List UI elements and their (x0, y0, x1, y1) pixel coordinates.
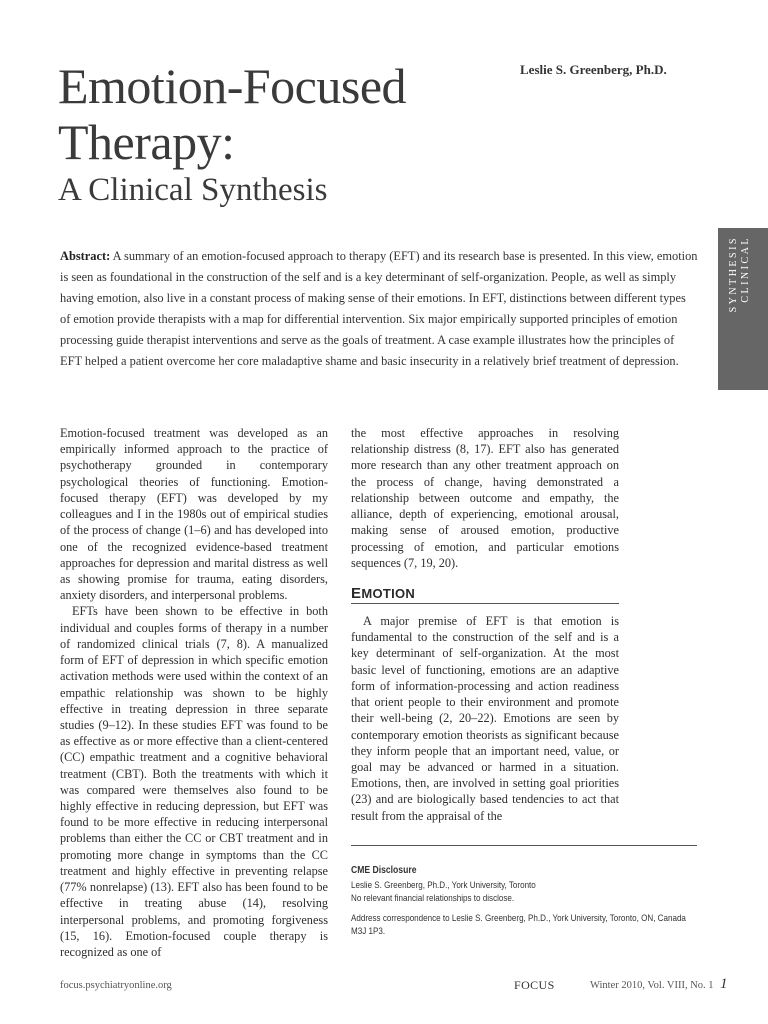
page-number: 1 (720, 976, 728, 992)
article-title-line-2: Therapy: (58, 114, 235, 170)
section-heading-rest: MOTION (361, 586, 416, 601)
article-subtitle: A Clinical Synthesis (58, 172, 328, 208)
cme-heading: CME Disclosure (351, 865, 417, 876)
article-title-line-1: Emotion-Focused (58, 58, 407, 114)
body-paragraph: Emotion-focused treatment was developed as an empirically informed approach to the practice of psychotherapy grounded in contemporary psychological theories of functioning. Emotion-focused therapy (EFT) was developed by my colleagues and I in the 1980s out of empirical studies of the process of change (1–6) and has developed into one of the recognized evidence-based treatment approaches for depression and marital distress as well as showing promise for trauma, eating disorders, anxiety disorders, and interpersonal problems. (60, 426, 328, 603)
footer-issue: Winter 2010, Vol. VIII, No. 1 (590, 980, 714, 991)
body-paragraph: EFTs have been shown to be effective in both individual and couples forms of therapy in a number of randomized clinical trials (7, 8). A manualized form of EFT of depression in which specific emotion activation methods were used within the context of an empathic relationship was shown to be highly effective in treating depression in three separate studies (9–12). In these studies EFT was found to be as effective as or more effective than a client-centered (CC) empathic treatment and a cognitive behavioral treatment (CBT). Both the treatments with which it was compared were themselves also found to be highly effective in reducing depression, but EFT was found to be more effective in reducing interpersonal problems than either the CC or CBT treatment and in promoting more change in symptoms than the CC treatment and highly effective in preventing relapse (77% nonrelapse) (13). EFT also has been found to be effective in treating abuse (14), resolving interpersonal problems, and promoting forgiveness (15, 16). Emotion-focused couple therapy is recognized as one of (60, 604, 328, 959)
body-column-right-top (351, 425, 619, 571)
footer-journal: FOCUS (514, 978, 555, 992)
body-paragraph: A major premise of EFT is that emotion is fundamental to the construction of the self and is a key determinant of self-organization. At the most basic level of functioning, emotions are an adaptive form of information-processing and action readiness that orient people to their environment and promote their well-being (2, 20–22). Emotions are seen by contemporary emotion theorists as significant because they inform people that an important need, value, or goal may be advanced or harmed in a situation. Emotions, then, are involved in setting goal priorities (23) and are biologically based tendencies to act that result from the appraisal of the (351, 614, 619, 823)
cme-disclosure (351, 864, 686, 938)
correspondence-address: Address correspondence to Leslie S. Greenberg, Ph.D., York University, Toronto, ON, Canada M3J 1P3. (351, 911, 686, 937)
abstract-text: A summary of an emotion-focused approach to therapy (EFT) and its research base is presented. In this view, emotion is seen as foundational in the construction of the self and is a key determinant of self-organization. People, as well as simply having emotion, also live in a constant process of making sense of their emotions. In EFT, distinctions between different types of emotion provide therapists with a map for differential intervention. Six major empirically supported principles of emotion processing guide therapist interventions and serve as the goals of treatment. A case example illustrates how the principles of EFT helped a patient overcome her core maladaptive shame and basic insecurity in a relatively brief treatment of depression. (60, 249, 698, 368)
author-name: Leslie S. Greenberg, Ph.D. (520, 62, 667, 77)
cme-divider (351, 845, 697, 846)
section-heading-initial: E (351, 585, 362, 602)
section-heading-emotion (351, 585, 551, 602)
footer-url[interactable]: focus.psychiatryonline.org (60, 980, 172, 991)
section-side-tab (718, 228, 768, 390)
abstract (60, 246, 698, 371)
body-column-left (60, 425, 328, 960)
cme-affiliation: Leslie S. Greenberg, Ph.D., York University, Toronto (351, 878, 536, 890)
body-column-right-bottom (351, 613, 619, 824)
body-paragraph: the most effective approaches in resolving relationship distress (8, 17). EFT also has generated more research than any other treatment approach on the process of change, having demonstrated a relationship between outcome and empathy, the alliance, depth of experiencing, emotional arousal, making sense of aroused emotion, productive processing of emotion, and particular emotions sequences (7, 19, 20). (351, 426, 619, 570)
section-heading-rule (351, 603, 619, 604)
side-tab-line-2: SYNTHESIS (728, 236, 739, 313)
cme-financial: No relevant financial relationships to disclose. (351, 892, 515, 904)
side-tab-line-1: CLINICAL (740, 236, 751, 303)
abstract-label: Abstract: (60, 249, 111, 263)
